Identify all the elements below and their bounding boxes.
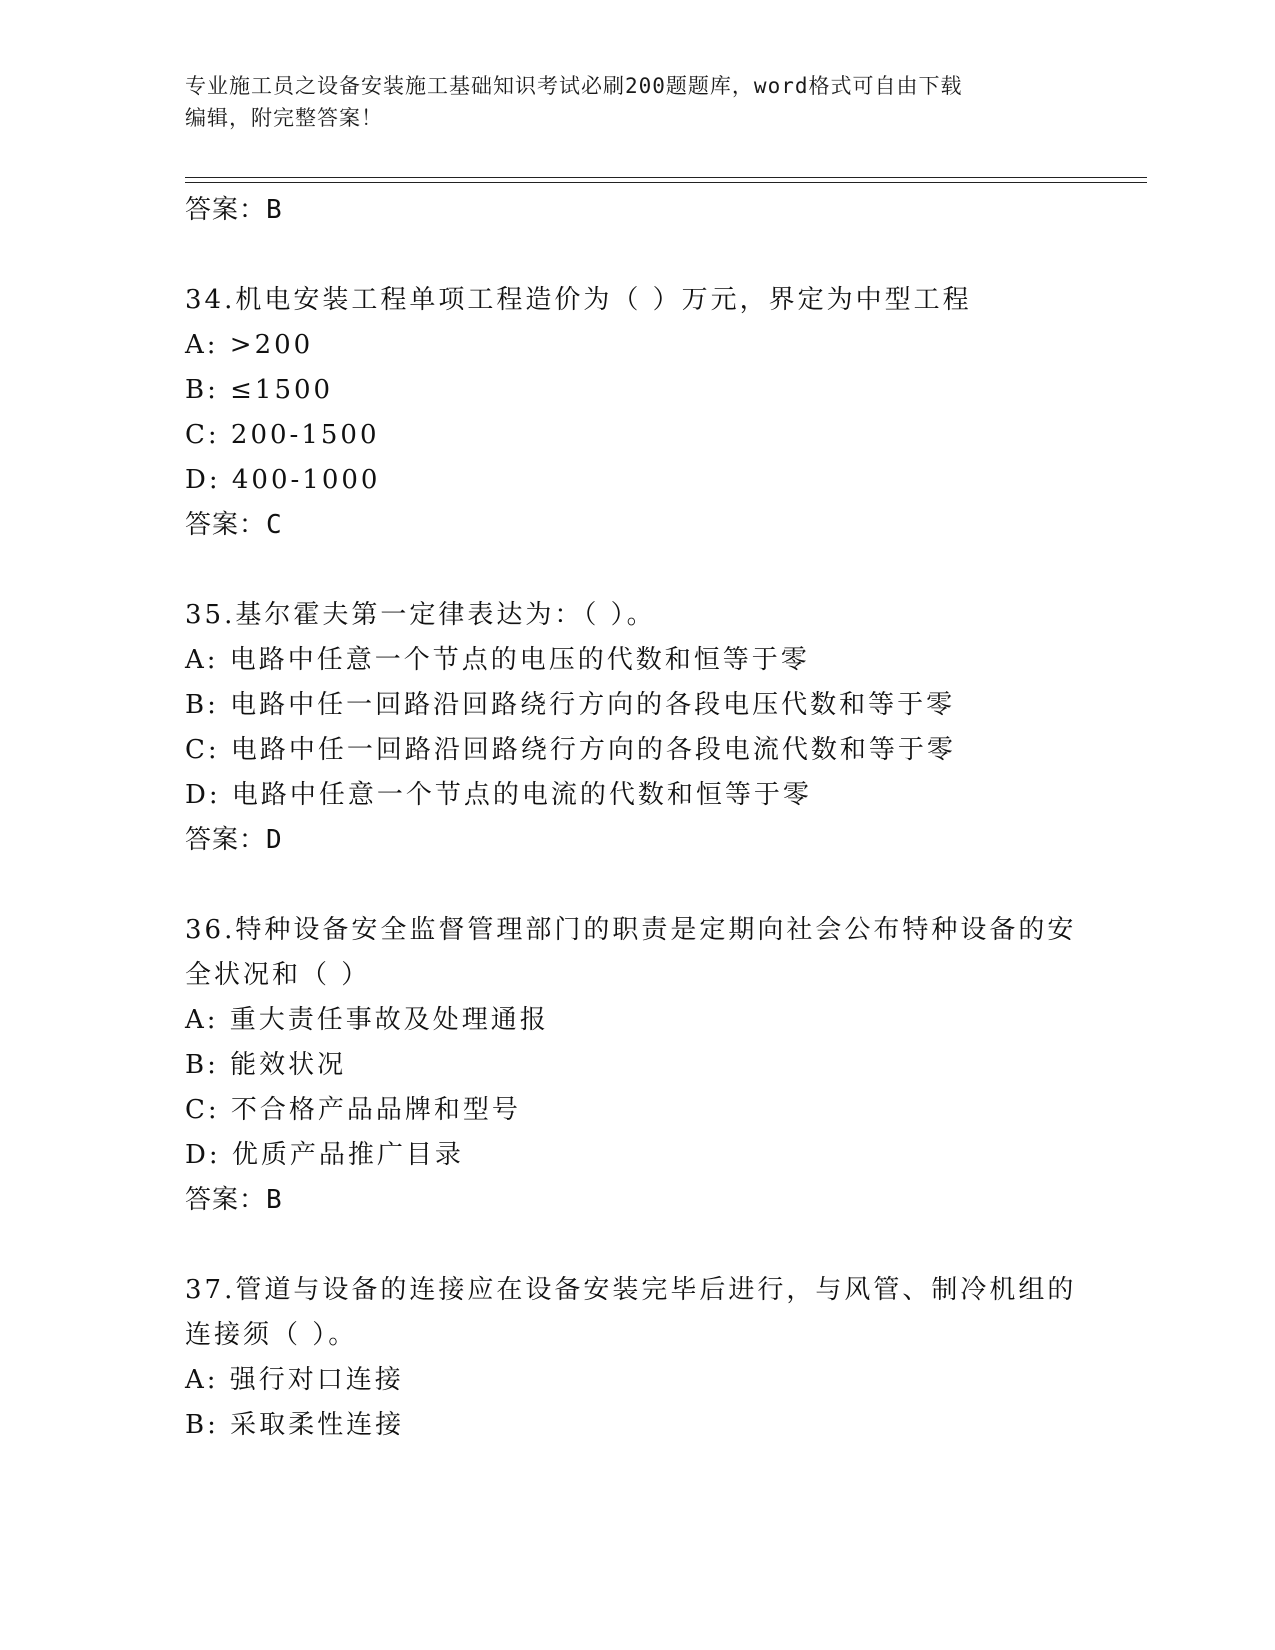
question-35 bbox=[185, 593, 1185, 863]
header-divider-top bbox=[185, 177, 1147, 178]
header-divider-bottom bbox=[185, 182, 1147, 183]
header-title-line-2: 编辑，附完整答案！ bbox=[185, 106, 383, 130]
question-36 bbox=[185, 908, 1185, 1223]
question-37-stem-line-2: 连接须（ ）。 bbox=[185, 1320, 358, 1350]
header-title-line-1: 专业施工员之设备安装施工基础知识考试必刷200题题库，word格式可自由下载 bbox=[185, 74, 963, 98]
spacer bbox=[185, 548, 1185, 593]
question-36-option-c: C: 不合格产品品牌和型号 bbox=[185, 1095, 521, 1125]
spacer bbox=[185, 1223, 1185, 1268]
question-34-option-a: A: >200 bbox=[185, 330, 314, 360]
question-37 bbox=[185, 1268, 1185, 1448]
page-header bbox=[185, 70, 1065, 134]
question-37-option-b: B: 采取柔性连接 bbox=[185, 1410, 405, 1440]
question-36-option-b: B: 能效状况 bbox=[185, 1050, 347, 1080]
question-36-stem-line-2: 全状况和（ ） bbox=[185, 960, 371, 990]
question-36-option-a: A: 重大责任事故及处理通报 bbox=[185, 1005, 549, 1035]
question-37-option-a: A: 强行对口连接 bbox=[185, 1365, 404, 1395]
question-34-answer: 答案：C bbox=[185, 510, 283, 540]
question-35-answer: 答案：D bbox=[185, 825, 283, 855]
question-36-answer: 答案：B bbox=[185, 1185, 283, 1215]
question-34-option-c: C: 200-1500 bbox=[185, 420, 380, 450]
question-34-option-d: D: 400-1000 bbox=[185, 465, 381, 495]
question-36-stem-line-1: 36.特种设备安全监督管理部门的职责是定期向社会公布特种设备的安 bbox=[185, 915, 1077, 945]
question-35-option-b: B: 电路中任一回路沿回路绕行方向的各段电压代数和等于零 bbox=[185, 690, 956, 720]
question-35-option-a: A: 电路中任意一个节点的电压的代数和恒等于零 bbox=[185, 645, 810, 675]
answer-line-33: 答案：B bbox=[185, 195, 283, 225]
question-35-option-d: D: 电路中任意一个节点的电流的代数和恒等于零 bbox=[185, 780, 812, 810]
question-34-stem: 34.机电安装工程单项工程造价为（ ）万元，界定为中型工程 bbox=[185, 285, 972, 315]
spacer bbox=[185, 863, 1185, 908]
question-35-stem: 35.基尔霍夫第一定律表达为：（ ）。 bbox=[185, 600, 656, 630]
question-37-stem-line-1: 37.管道与设备的连接应在设备安装完毕后进行，与风管、制冷机组的 bbox=[185, 1275, 1077, 1305]
question-list bbox=[185, 188, 1185, 1448]
question-35-option-c: C: 电路中任一回路沿回路绕行方向的各段电流代数和等于零 bbox=[185, 735, 956, 765]
question-34 bbox=[185, 278, 1185, 548]
spacer bbox=[185, 233, 1185, 278]
question-36-option-d: D: 优质产品推广目录 bbox=[185, 1140, 464, 1170]
question-34-option-b: B: ≤1500 bbox=[185, 375, 334, 405]
